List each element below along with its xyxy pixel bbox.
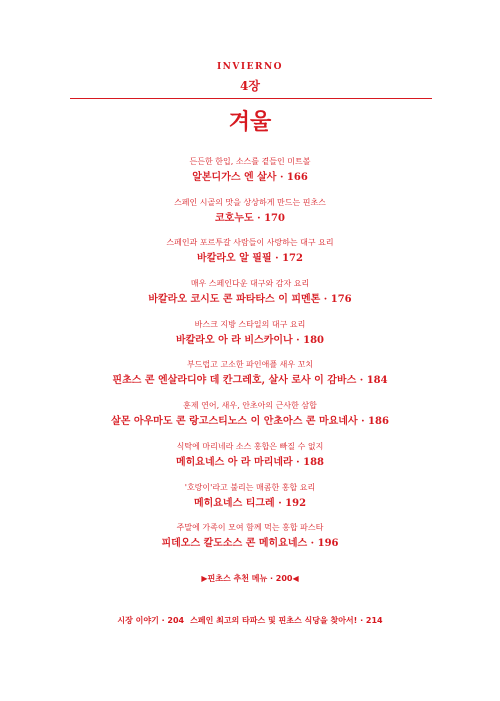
recipe-name: 알본디가스 엔 살사 · 166 [192,172,308,183]
recipe-name: 살몬 아우마도 콘 랑고스티노스 이 안초아스 콘 마요네사 · 186 [111,416,389,428]
chapter-title: 겨울 [228,109,272,135]
list-item[interactable] [0,197,500,238]
list-item[interactable] [0,522,500,563]
market-story-link[interactable]: 시장 이야기 · 204 [117,616,185,625]
recipe-name: 핀초스 콘 엔살라디야 데 칸그레호, 살사 로사 이 감바스 · 184 [112,375,388,387]
recipe-name: 바칼라오 아 라 비스카이나 · 180 [175,334,325,346]
recipe-name: 바칼라오 코시도 콘 파타타스 이 피멘톤 · 176 [148,294,352,306]
recipe-subtitle: 매우 스페인다운 대구와 감자 요리 [190,279,310,289]
restaurant-guide-link[interactable]: 스페인 최고의 타파스 및 핀초스 식당을 찾아서! · 214 [190,616,383,625]
recommended-menu-link[interactable]: ▶핀초스 추천 메뉴 · 200◀ [201,574,299,583]
recipe-subtitle: 식탁에 마리네라 소스 홍합은 빠질 수 없지 [176,441,324,451]
chapter-number: 4장 [240,79,260,93]
recipe-subtitle: 주말에 가족이 모여 함께 먹는 홍합 파스타 [176,523,324,533]
list-item[interactable] [0,237,500,278]
recipe-name: 바칼라오 알 필필 · 172 [197,253,303,265]
recipe-name: 코호누도 · 170 [215,212,285,224]
list-item[interactable] [0,441,500,482]
recipe-list [0,156,500,563]
recipe-name: 메히요네스 티그레 · 192 [193,497,307,509]
recipe-subtitle: 훈제 연어, 새우, 안초아의 근사한 삼합 [183,401,317,411]
list-item[interactable] [0,359,500,400]
list-item[interactable] [0,400,500,441]
list-item[interactable] [0,278,500,319]
recipe-subtitle: 바스크 지방 스타일의 대구 요리 [194,319,306,329]
recipe-name: 메히요네스 아 라 마리네라 · 188 [175,456,325,468]
recipe-subtitle: 부드럽고 고소한 파인애플 새우 꼬치 [186,360,314,370]
list-item[interactable] [0,482,500,523]
season-label: INVIERNO [216,62,284,72]
list-item[interactable] [0,156,500,197]
footer-links [0,615,500,626]
recipe-subtitle: 든든한 한입, 소스를 곁들인 미트볼 [189,157,311,166]
list-item[interactable] [0,319,500,360]
recipe-subtitle: '호랑이'라고 불리는 매콤한 홍합 요리 [184,482,316,492]
recipe-subtitle: 스페인 시골의 맛을 상상하게 만드는 핀초스 [174,197,326,207]
recipe-subtitle: 스페인과 포르투갈 사람들이 사랑하는 대구 요리 [166,238,334,248]
header-divider [70,98,432,99]
recipe-name: 피데오스 칼도소스 콘 메히요네스 · 196 [161,538,339,550]
